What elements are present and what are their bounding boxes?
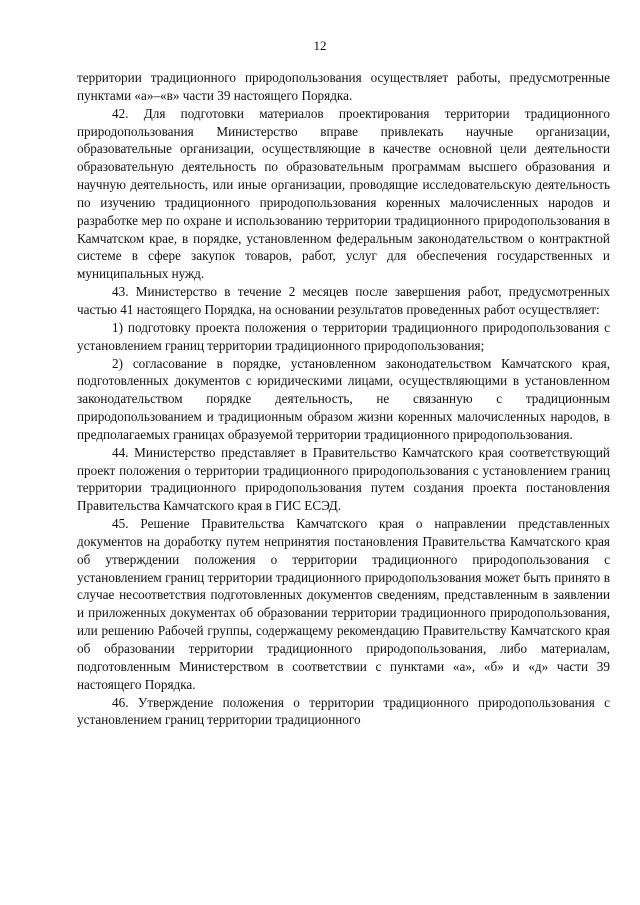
paragraph-continuation: территории традиционного природопользования осуществляет работы, предусмотренные пунктами «а»–«в» части 39 настоящего Порядка.	[77, 70, 610, 103]
page-number: 12	[313, 38, 327, 53]
document-body	[77, 69, 610, 729]
paragraph-44: 44. Министерство представляет в Правительство Камчатского края соответствующий проект положения о территории традиционного природопользования с установлением границ территории традиционного природопользования путем создания проекта постановления Правительства Камчатского края в ГИС ЕСЭД.	[77, 444, 610, 514]
paragraph-46: 46. Утверждение положения о территории традиционного природопользования с установлением границ территории традиционного	[77, 694, 610, 728]
paragraph-45: 45. Решение Правительства Камчатского края о направлении представленных документов на доработку путем непринятия постановления Правительства Камчатского края об утверждении положения о территории традиционного природопользования с установлением границ территории традиционного природопользования может быть принято в случае несоответствия подготовленных документов сведениям, представленным в заявлении и приложенных документах об образовании территории традиционного природопользования, или решению Рабочей группы, содержащему рекомендацию Правительству Камчатского края об образовании территории традиционного природопользования, либо материалам, подготовленным Министерством в соответствии с пунктами «а», «б» и «д» части 39 настоящего Порядка.	[77, 516, 610, 692]
paragraph-42: 42. Для подготовки материалов проектирования территории традиционного природопользования Министерство вправе привлекать научные организации, образовательные организации, осуществляющие в качестве основной цели деятельности образовательную деятельность по образовательным программам высшего образования и научную деятельность, или иные организации, проводящие исследовательскую деятельность по изучению традиционного природопользования коренных малочисленных народов и разработке мер по охране и использованию территории традиционного природопользования в Камчатском крае, в порядке, установленном федеральным законодательством о контрактной системе в сфере закупок товаров, работ, услуг для обеспечения государственных и муниципальных нужд.	[77, 105, 610, 282]
paragraph-43-item-2: 2) согласование в порядке, установленном законодательством Камчатского края, подготовленных документов с юридическими лицами, осуществляющими в установленном законодательством порядке деятельность, не связанную с традиционным природопользованием и традиционным образом жизни коренных малочисленных народов, в предполагаемых границах образуемой территории традиционного природопользования.	[77, 355, 610, 442]
paragraph-43: 43. Министерство в течение 2 месяцев после завершения работ, предусмотренных частью 41 настоящего Порядка, на основании результатов проведенных работ осуществляет:	[77, 284, 610, 317]
paragraph-43-item-1: 1) подготовку проекта положения о территории традиционного природопользования с установлением границ территории традиционного природопользования;	[77, 319, 610, 353]
